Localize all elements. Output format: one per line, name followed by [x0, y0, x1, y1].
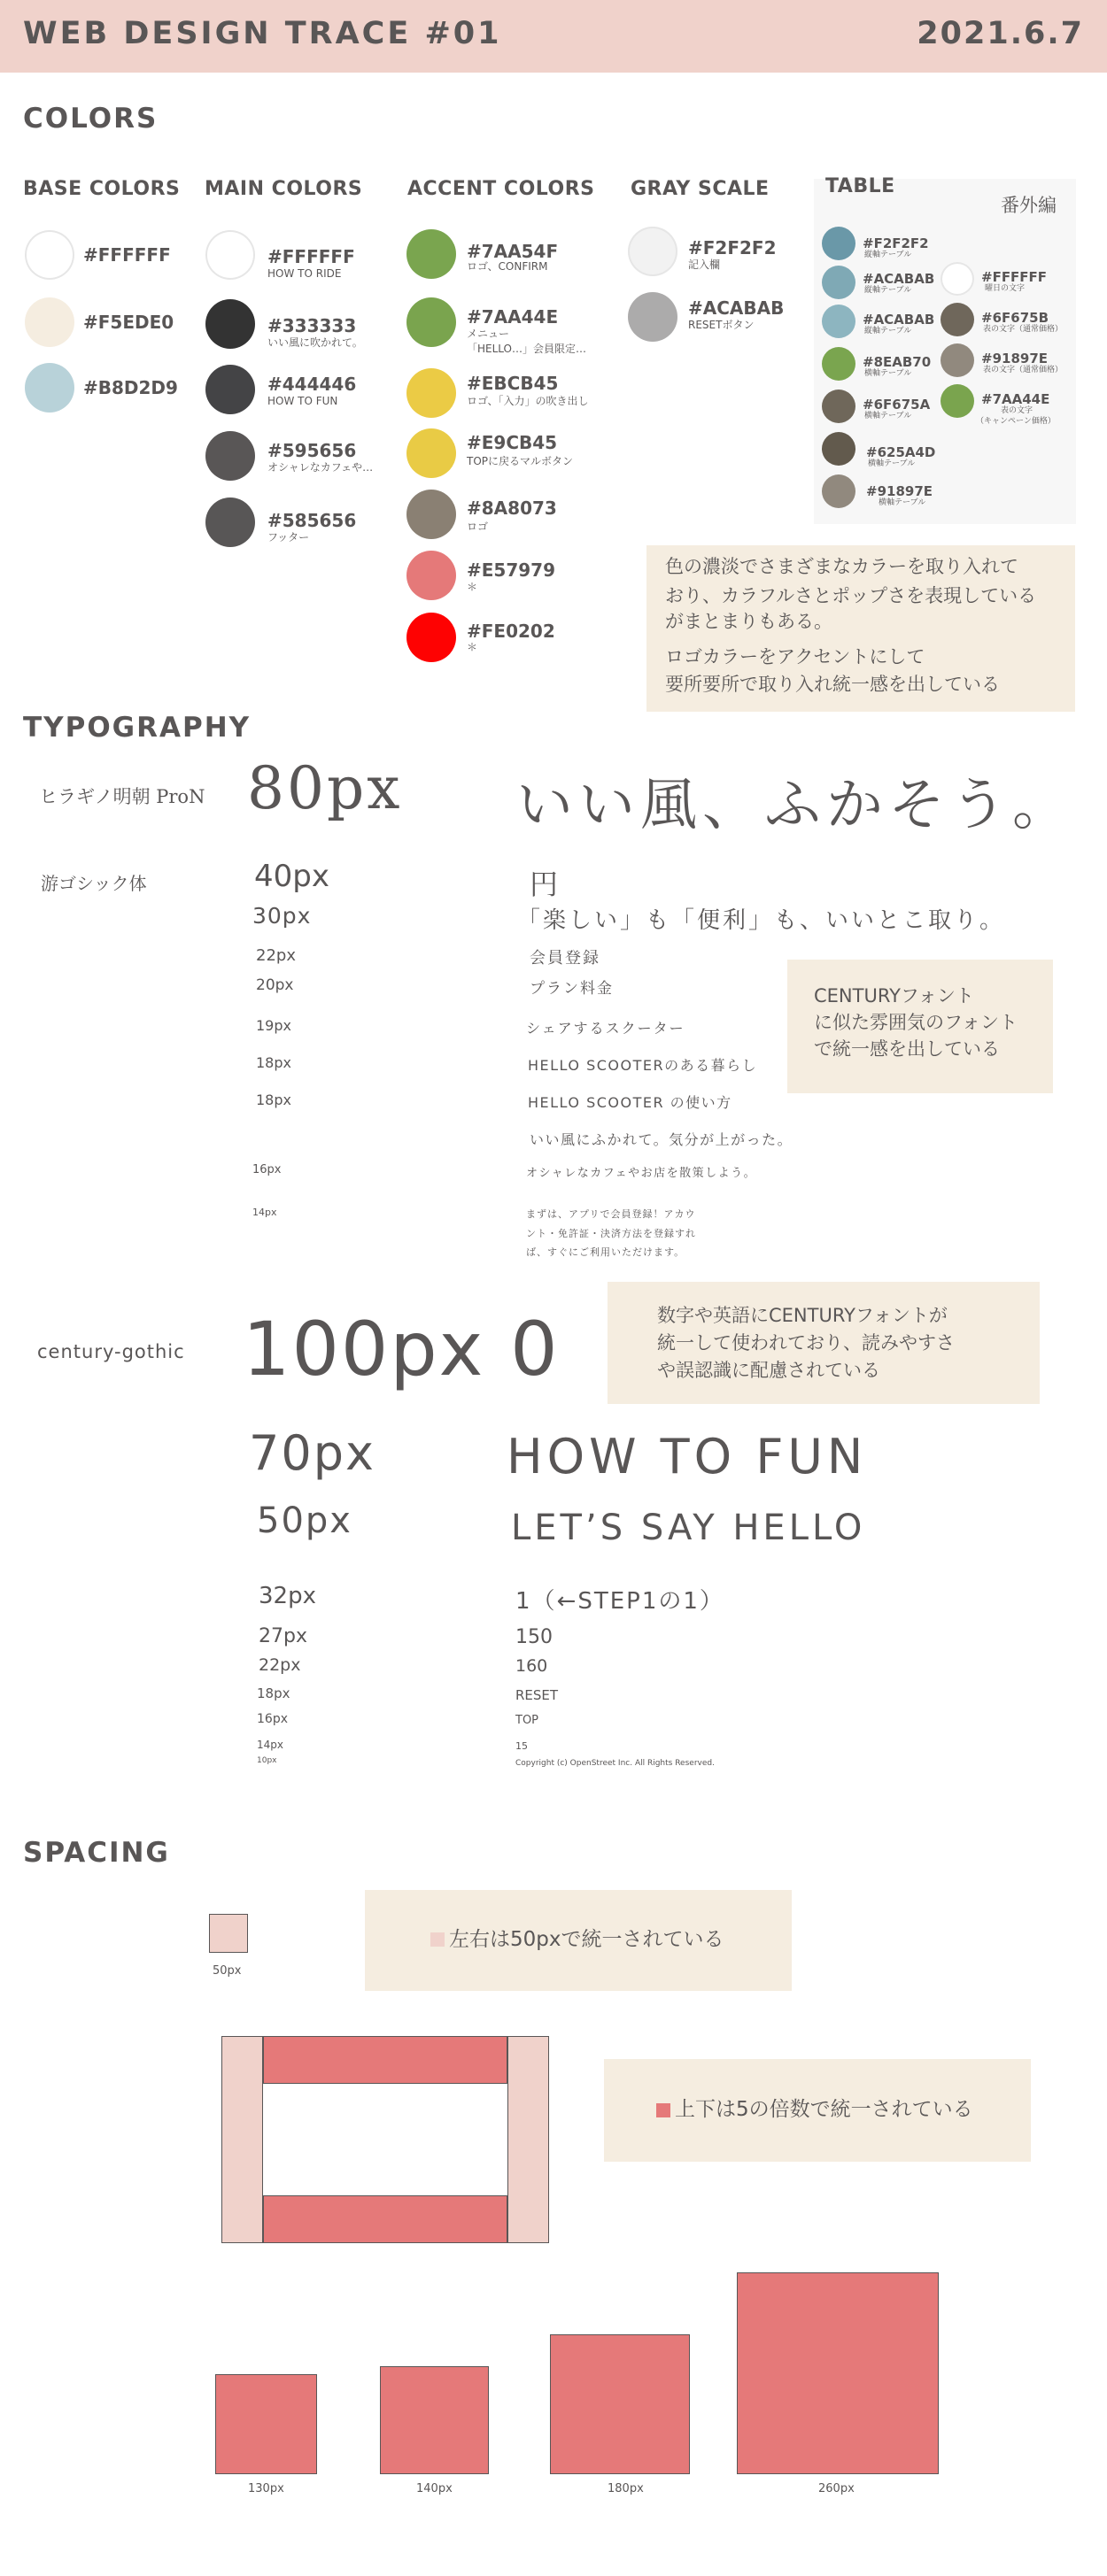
font-name-label: century-gothic	[37, 1341, 185, 1362]
spacing-box-caption: 130px	[248, 2482, 284, 2495]
main-colors-heading: MAIN COLORS	[205, 178, 363, 200]
font-size-label: 14px	[252, 1207, 277, 1218]
color-hex: #7AA44E	[981, 391, 1050, 407]
bottom-padding-bar	[263, 2195, 507, 2243]
font-size-label: 20px	[256, 976, 294, 994]
color-hex: #B8D2D9	[83, 377, 178, 398]
color-swatch	[25, 230, 74, 280]
color-hex: #8EAB70	[863, 354, 932, 370]
color-hex: #EBCB45	[467, 373, 559, 394]
font-sample: 円	[530, 868, 559, 901]
color-hex: #6F675B	[981, 310, 1049, 326]
color-note: ロゴ、「入力」の吹き出し	[467, 395, 589, 407]
memo-line: や誤認識に配慮されている	[657, 1360, 880, 1381]
memo-line: 要所要所で取り入れ統一感を出している	[665, 674, 1000, 695]
color-hex: #7AA44E	[467, 306, 559, 328]
colors-section-title: COLORS	[23, 103, 159, 135]
font-size-label: 18px	[256, 1091, 291, 1108]
color-hex: #F2F2F2	[863, 235, 929, 251]
color-swatch	[822, 347, 855, 381]
right-padding-bar	[507, 2036, 549, 2243]
font-size-label: 30px	[252, 903, 312, 929]
color-note: 縦軸テーブル	[864, 327, 912, 335]
color-hex: #625A4D	[866, 444, 936, 460]
font-size-sample: 100px 0	[243, 1306, 560, 1392]
font-sample: シェアするスクーター	[526, 1020, 685, 1037]
page-title: WEB DESIGN TRACE #01	[23, 16, 502, 51]
typography-section-title: TYPOGRAPHY	[23, 712, 252, 744]
font-size-label: 16px	[257, 1712, 288, 1726]
color-swatch	[406, 613, 456, 662]
color-note: 「HELLO…」会員限定…	[467, 343, 586, 355]
font-sample: プラン料金	[530, 980, 614, 998]
color-note: ＊	[467, 641, 478, 653]
font-sample: ント・免許証・決済方法を登録すれ	[526, 1228, 696, 1239]
font-sample: RESET	[515, 1687, 559, 1703]
color-hex: #E9CB45	[467, 432, 558, 453]
color-hex: #91897E	[981, 351, 1048, 366]
color-swatch	[822, 474, 855, 508]
page-date: 2021.6.7	[917, 16, 1084, 51]
color-note: 横軸テーブル	[868, 459, 916, 468]
spacing-box	[737, 2272, 939, 2474]
color-note: いい風に吹かれて。	[267, 336, 363, 349]
color-note: ＊	[467, 581, 478, 593]
font-sample: HELLO SCOOTER の使い方	[528, 1094, 732, 1111]
spacing-box	[550, 2334, 690, 2474]
font-size-label: 80px	[247, 754, 403, 822]
memo-line: ロゴカラーをアクセントにして	[665, 646, 925, 667]
color-hex: #8A8073	[467, 497, 557, 519]
color-hex: #FFFFFF	[981, 269, 1048, 285]
font-sample: いい風、ふかそう。	[516, 773, 1074, 838]
font-sample: いい風にふかれて。気分が上がった。	[530, 1131, 793, 1148]
color-swatch	[941, 384, 974, 418]
color-swatch	[406, 297, 456, 347]
memo-line: に似た雰囲気のフォント	[814, 1012, 1018, 1033]
color-hex: #ACABAB	[863, 271, 935, 287]
base-colors-heading: BASE COLORS	[23, 178, 181, 200]
color-note: HOW TO FUN	[267, 395, 338, 407]
spacing-section-title: SPACING	[23, 1837, 170, 1869]
spacing-box-caption: 260px	[818, 2482, 855, 2495]
font-size-label: 22px	[256, 946, 296, 965]
left-padding-bar	[221, 2036, 263, 2243]
color-swatch	[205, 431, 255, 481]
color-swatch	[628, 227, 677, 276]
color-note: 横軸テーブル	[864, 412, 912, 420]
color-swatch	[941, 303, 974, 336]
color-note: RESETボタン	[688, 319, 755, 331]
color-note: 記入欄	[688, 258, 721, 271]
color-hex: #E57979	[467, 559, 555, 581]
font-size-label: 27px	[259, 1625, 307, 1647]
font-sample: 1（←STEP1の1）	[515, 1588, 724, 1615]
color-note: 曜日の文字	[985, 284, 1026, 293]
font-size-label: 19px	[256, 1017, 291, 1034]
font-size-label: 50px	[257, 1500, 352, 1541]
gray-scale-heading: GRAY SCALE	[631, 178, 770, 200]
color-swatch	[822, 432, 855, 466]
font-size-label: 14px	[257, 1739, 283, 1751]
font-size-label: 18px	[257, 1685, 290, 1701]
table-heading: TABLE	[825, 175, 895, 197]
color-note: ロゴ、CONFIRM	[467, 260, 548, 273]
unit-caption: 50px	[213, 1964, 242, 1978]
color-swatch	[205, 497, 255, 547]
font-name-label: ヒラギノ明朝 ProN	[39, 786, 205, 807]
color-swatch	[406, 368, 456, 418]
font-sample: HELLO SCOOTERのある暮らし	[528, 1057, 758, 1074]
color-hex: #F5EDE0	[83, 312, 174, 333]
color-swatch	[822, 389, 855, 423]
color-note: ロゴ	[467, 521, 489, 533]
font-sample: HOW TO FUN	[507, 1429, 868, 1485]
color-note: 表の文字（通常価格）	[983, 325, 1064, 334]
color-hex: #FE0202	[467, 621, 555, 642]
color-note: フッター	[267, 531, 310, 544]
memo-line: 左右は50pxで統一されている	[449, 1928, 724, 1951]
memo-line: 上下は5の倍数で統一されている	[675, 2098, 973, 2121]
color-note: （キャンペーン価格）	[976, 417, 1056, 426]
memo-line: 数字や英語にCENTURYフォントが	[657, 1305, 948, 1326]
memo-line: で統一感を出している	[814, 1038, 1000, 1060]
font-size-label: 70px	[249, 1425, 375, 1481]
font-sample: 会員登録	[530, 949, 600, 968]
memo-line: 色の濃淡でさまざまなカラーを取り入れて	[665, 556, 1018, 577]
font-size-label: 10px	[257, 1756, 277, 1765]
font-size-label: 16px	[252, 1163, 282, 1176]
table-extra-label: 番外編	[1001, 195, 1057, 216]
color-hex: #ACABAB	[863, 312, 935, 328]
accent-colors-heading: ACCENT COLORS	[407, 178, 595, 200]
color-hex: #F2F2F2	[688, 237, 777, 258]
font-sample: 「楽しい」も「便利」も、いいとこ取り。	[517, 907, 1006, 934]
color-swatch	[406, 229, 456, 279]
font-name-label: 游ゴシック体	[41, 873, 147, 894]
color-swatch	[25, 363, 74, 413]
color-note: 縦軸テーブル	[864, 286, 912, 295]
color-swatch	[941, 262, 974, 296]
color-hex: #333333	[267, 315, 357, 336]
color-swatch	[406, 551, 456, 600]
spacing-box-caption: 180px	[608, 2482, 644, 2495]
color-hex: #595656	[267, 440, 357, 461]
legend-square-light	[430, 1932, 445, 1947]
color-swatch	[406, 428, 456, 478]
color-swatch	[822, 305, 855, 338]
color-note: オシャレなカフェや…	[267, 461, 374, 474]
color-note: 表の文字	[1001, 406, 1033, 415]
memo-line: 統一して使われており、読みやすさ	[657, 1332, 955, 1354]
color-swatch	[628, 292, 677, 342]
color-note: HOW TO RIDE	[267, 267, 342, 280]
font-size-label: 18px	[256, 1054, 291, 1071]
spacing-box	[380, 2366, 489, 2474]
legend-square-dark	[656, 2103, 670, 2117]
color-swatch	[25, 297, 74, 347]
color-note: メニュー	[467, 328, 510, 340]
spacing-box	[215, 2374, 317, 2474]
font-size-label: 32px	[259, 1583, 316, 1609]
font-sample: Copyright (c) OpenStreet Inc. All Rights Reserved.	[515, 1759, 715, 1768]
font-sample: オシャレなカフェやお店を散策しよう。	[526, 1167, 757, 1180]
color-swatch	[205, 230, 255, 280]
color-swatch	[822, 227, 855, 260]
color-swatch	[205, 299, 255, 349]
color-hex: #ACABAB	[688, 297, 785, 319]
color-swatch	[822, 266, 855, 299]
color-hex: #FFFFFF	[267, 246, 355, 267]
font-sample: LET’S SAY HELLO	[511, 1508, 866, 1548]
font-sample: 160	[515, 1656, 548, 1676]
font-sample: 150	[515, 1626, 553, 1648]
top-padding-bar	[263, 2036, 507, 2084]
color-note: 表の文字（通常価格）	[983, 366, 1064, 374]
font-size-label: 40px	[254, 859, 329, 894]
font-sample: TOP	[515, 1714, 539, 1727]
color-swatch	[205, 365, 255, 414]
memo-line: CENTURYフォント	[814, 985, 974, 1006]
memo-line: がまとまりもある。	[665, 611, 832, 632]
font-sample: ば、すぐにご利用いただけます。	[526, 1246, 685, 1258]
color-hex: #FFFFFF	[83, 244, 171, 266]
font-sample: 15	[515, 1740, 528, 1752]
font-sample: まずは、アプリで会員登録！アカウ	[526, 1208, 696, 1220]
color-note: 縦軸テーブル	[864, 251, 912, 259]
color-hex: #7AA54F	[467, 241, 559, 262]
spacing-box-caption: 140px	[416, 2482, 453, 2495]
color-hex: #91897E	[866, 483, 933, 499]
color-note: 横軸テーブル	[879, 498, 926, 507]
color-hex: #6F675A	[863, 397, 931, 413]
color-hex: #444446	[267, 374, 357, 395]
color-hex: #585656	[267, 510, 357, 531]
memo-line: おり、カラフルさとポップさを表現している	[665, 585, 1037, 606]
color-note: 横軸テーブル	[864, 369, 912, 378]
color-swatch	[406, 490, 456, 539]
font-size-label: 22px	[259, 1655, 301, 1675]
color-swatch	[941, 343, 974, 377]
color-note: TOPに戻るマルボタン	[467, 455, 574, 467]
unit-square	[209, 1914, 248, 1953]
